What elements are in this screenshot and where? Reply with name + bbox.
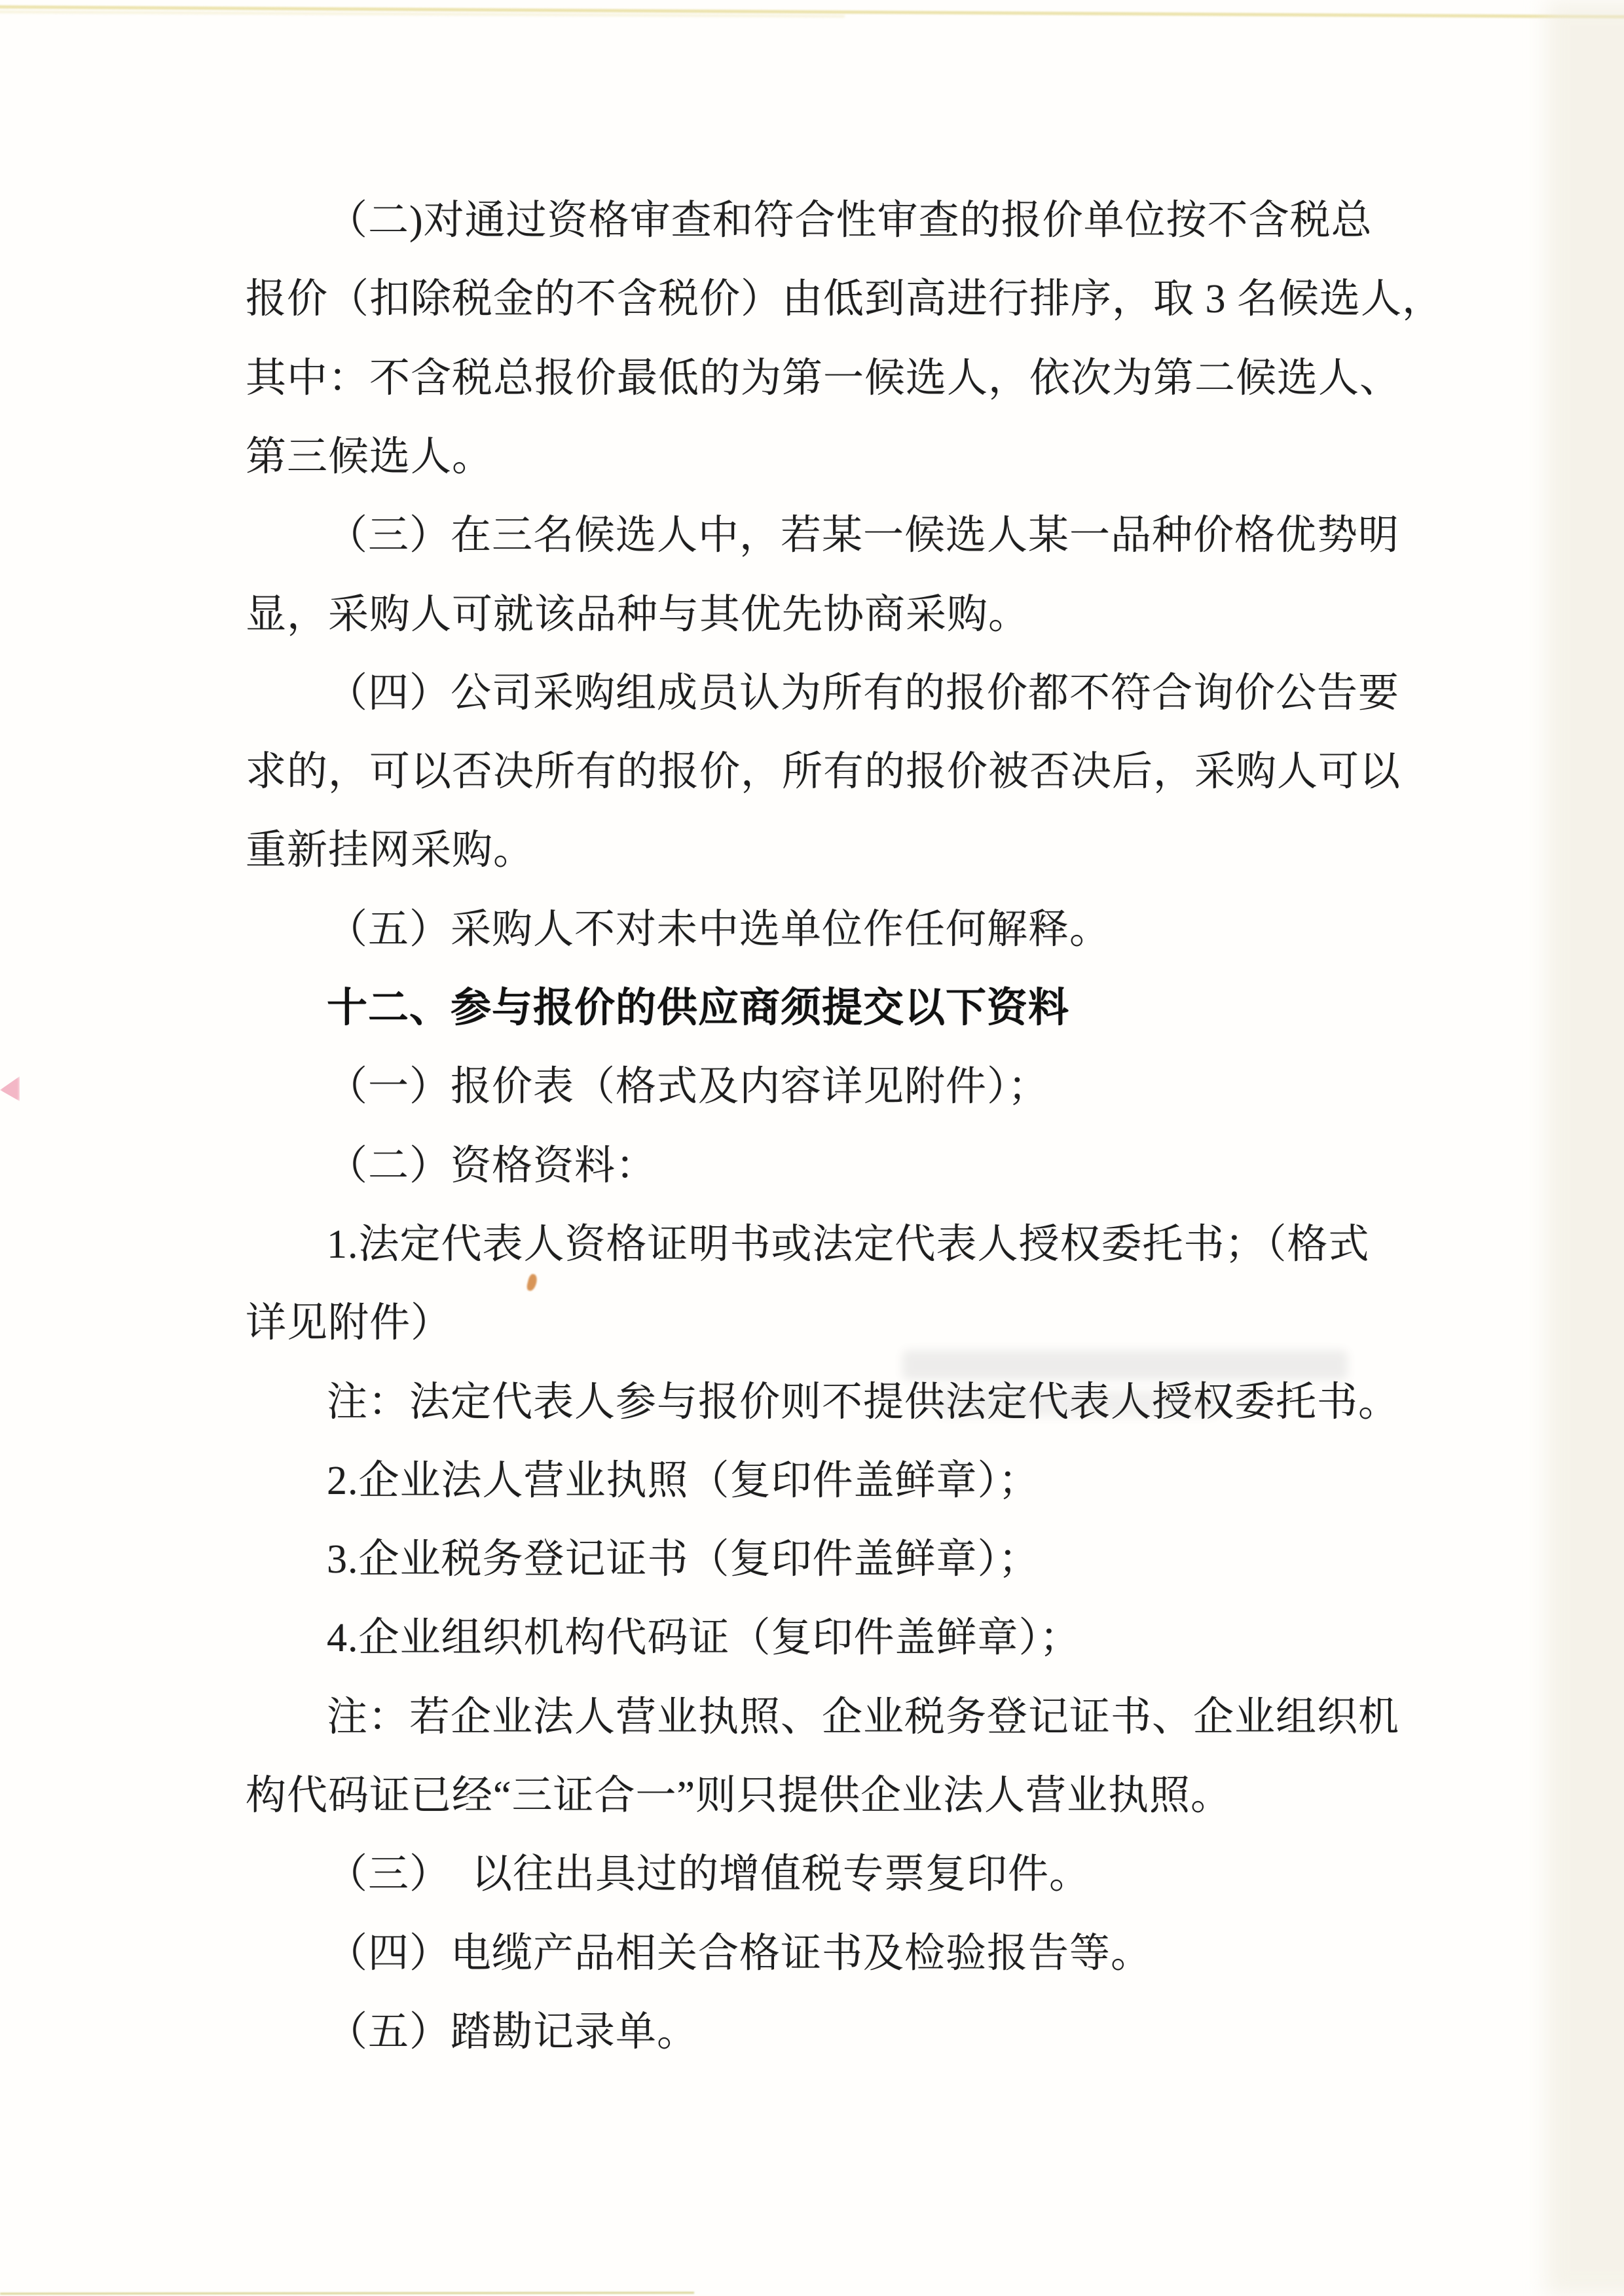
text-line: 注：法定代表人参与报价则不提供法定代表人授权委托书。: [327, 1380, 1400, 1425]
text-line: 显，采购人可就该品种与其优先协商采购。: [246, 592, 1030, 637]
text-line: 1.法定代表人资格证明书或法定代表人授权委托书；（格式: [327, 1222, 1370, 1267]
text-line: 注：若企业法人营业执照、企业税务登记证书、企业组织机: [327, 1695, 1400, 1740]
text-line: （二)对通过资格审查和符合性审查的报价单位按不含税总: [327, 198, 1373, 243]
top-edge-scan-line-artifact: [0, 5, 1624, 18]
text-line: 报价（扣除税金的不含税价）由低到高进行排序，取 3 名候选人，: [246, 277, 1444, 321]
text-line: （五）踏勘记录单。: [327, 2010, 699, 2054]
text-line: （四）电缆产品相关合格证书及检验报告等。: [327, 1931, 1153, 1976]
text-line: （二）资格资料：: [327, 1144, 657, 1188]
text-line: 4.企业组织机构代码证（复印件盖鲜章）；: [327, 1616, 1081, 1660]
text-line: 求的，可以否决所有的报价，所有的报价被否决后，采购人可以: [246, 750, 1401, 794]
ink-bleedthrough-artifact: [902, 1350, 1348, 1380]
text-line: 构代码证已经“三证合一”则只提供企业法人营业执照。: [246, 1774, 1232, 1818]
text-line: （一）报价表（格式及内容详见附件）；: [327, 1065, 1050, 1109]
text-line: 其中：不含税总报价最低的为第一候选人，依次为第二候选人、: [246, 356, 1401, 401]
text-line: （三）在三名候选人中，若某一候选人某一品种价格优势明: [327, 513, 1400, 558]
right-edge-scan-band-artifact: [1545, 0, 1624, 2296]
text-line: 详见附件）: [246, 1301, 452, 1345]
text-line: （四）公司采购组成员认为所有的报价都不符合询价公告要: [327, 671, 1400, 716]
text-line: （三） 以往出具过的增值税专票复印件。: [327, 1852, 1091, 1897]
orange-smudge-artifact: [526, 1273, 538, 1292]
text-line: 重新挂网采购。: [246, 828, 535, 873]
section-heading: 十二、参与报价的供应商须提交以下资料: [327, 985, 1070, 1030]
pink-smudge-artifact: [0, 1076, 20, 1101]
text-line: 第三候选人。: [246, 435, 494, 479]
top-edge-scan-line-artifact-2: [0, 10, 845, 18]
text-line: 3.企业税务登记证书（复印件盖鲜章）；: [327, 1537, 1040, 1582]
text-line: 2.企业法人营业执照（复印件盖鲜章）；: [327, 1459, 1040, 1503]
bottom-edge-scan-line-artifact: [0, 2292, 694, 2295]
text-line: （五）采购人不对未中选单位作任何解释。: [327, 907, 1111, 952]
